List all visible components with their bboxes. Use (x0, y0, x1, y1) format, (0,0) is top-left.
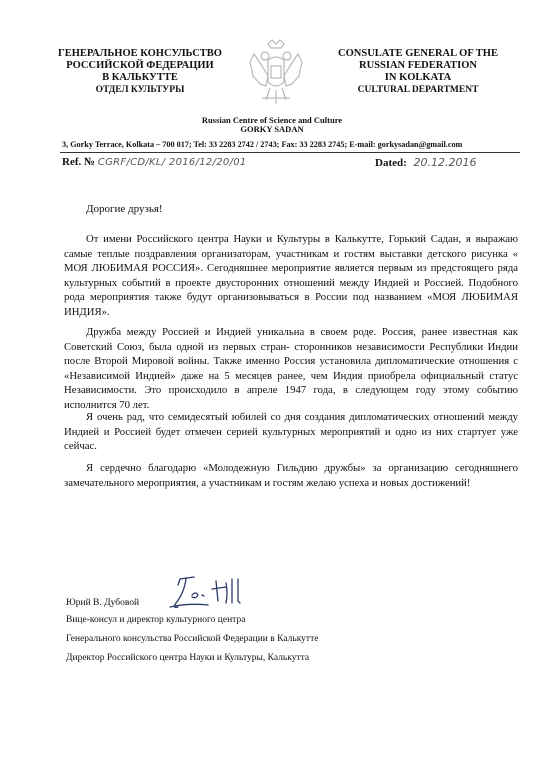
header-russian (40, 48, 240, 96)
header-en-department: CULTURAL DEPARTMENT (357, 85, 479, 95)
signatory-title-1: Вице-консул и директор культурного центра (66, 615, 246, 625)
header-ru-line-2: РОССИЙСКОЙ ФЕДЕРАЦИИ (66, 60, 214, 71)
paragraph-text: Я сердечно благодарю «Молодежную Гильдию дружбы» за организацию сегодняшнего замечательного мероприятия, а участникам и гостям желаю успеха и новых достижений! (64, 462, 518, 489)
paragraph-text: Дружба между Россией и Индией уникальна в своем роде. Россия, ранее известная как Советский Союз, была одной из первых стран- сторонников независимости Республики Индии после Второй Мировой войны. Также именно Россия установила дипломатические отношения с «Независимой Индией» даже на 5 месяцев ранее, чем Индия приобрела официальный статус Независимости. Это происходило в апреле 1947 года, в следующем году этому событию исполнится 70 лет. (64, 326, 518, 411)
header-ru-line-1: ГЕНЕРАЛЬНОЕ КОНСУЛЬСТВО (58, 48, 222, 59)
russian-double-headed-eagle-icon (248, 36, 304, 108)
dated-label: Dated: (375, 157, 407, 169)
paragraph-text: Я очень рад, что семидесятый юбилей со дня создания дипломатических отношений между Индией и Россией будет отмечен серией культурных мероприятий и одно из них стартует уже сейчас. (64, 411, 518, 453)
ref-label: Ref. № (62, 156, 96, 168)
header-en-line-1: CONSULATE GENERAL OF THE (338, 48, 498, 59)
signatory-title-3: Директор Российского центра Науки и Культуры, Калькутта (66, 653, 310, 663)
dated-value: 20.12.2016 (413, 156, 477, 169)
header-en-line-3: IN KOLKATA (384, 72, 452, 83)
header-ru-department: ОТДЕЛ КУЛЬТУРЫ (95, 85, 185, 95)
header-ru-line-3: В КАЛЬКУТТЕ (102, 72, 178, 83)
salutation: Дорогие друзья! (86, 203, 163, 215)
reference-number (62, 156, 247, 168)
dated (375, 156, 477, 169)
centre-subname: GORKY SADAN (240, 124, 304, 134)
signatory-name: Юрий В. Дубовой (66, 598, 140, 608)
paragraph-text: От имени Российского центра Науки и Культуры в Калькутте, Горький Садан, я выражаю самые теплые поздравления организаторам, участникам и гостям выставки детского рисунка « МОЯ ЛЮБИМАЯ РОССИЯ». Сегодняшнее мероприятие является первым из предстоящего ряда культурных событий в проекте двусторонних отношений между Индией и Россией. Подобного рода мероприятия также будут организовываться в России под названием «МОЯ ЛЮБИМАЯ ИНДИЯ». (64, 233, 518, 318)
ref-value: CGRF/CD/KL/ 2016/12/20/01 (97, 157, 247, 168)
letter-paragraph-1 (64, 232, 518, 320)
handwritten-signature-icon (168, 573, 264, 619)
signatory-title-2: Генерального консульства Российской Федерации в Калькутте (66, 634, 319, 644)
header-divider (60, 152, 520, 153)
header-en-line-2: RUSSIAN FEDERATION (359, 60, 477, 71)
letter-paragraph-2 (64, 325, 518, 413)
address-line: 3, Gorky Terrace, Kolkata – 700 017; Tel: 33 2283 2742 / 2743; Fax: 33 2283 2745; E-mail: gorkysadan@gmail.com (62, 140, 463, 149)
letter-paragraph-3 (64, 410, 518, 454)
header-english (318, 48, 518, 96)
letter-paragraph-4 (64, 461, 518, 490)
centre-name: Russian Centre of Science and Culture (201, 115, 343, 125)
